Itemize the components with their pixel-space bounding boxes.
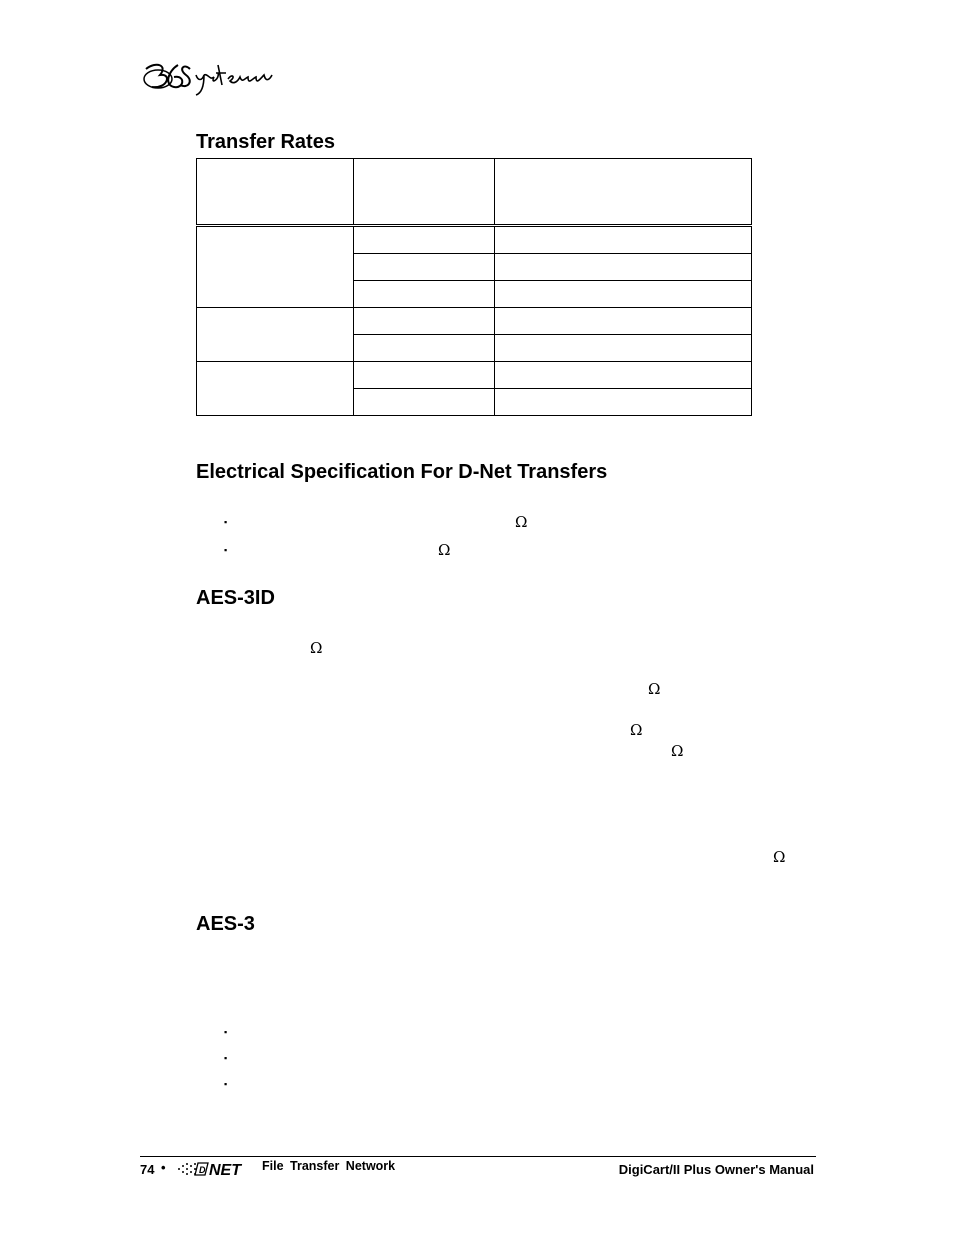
ohm-symbol: Ω	[438, 541, 451, 559]
footer-separator: •	[161, 1160, 166, 1175]
table-cell	[495, 362, 752, 389]
table-cell	[354, 281, 495, 308]
table-row	[197, 226, 752, 254]
table-cell	[354, 226, 495, 254]
table-header-row	[197, 159, 752, 226]
section-title-aes3id: AES-3ID	[196, 587, 275, 609]
bullet-icon: ▪	[224, 517, 228, 527]
table-header-cell	[495, 159, 752, 226]
ohm-symbol: Ω	[773, 848, 786, 866]
table-cell	[495, 281, 752, 308]
table-group-cell	[197, 362, 354, 416]
bullet-icon: ▪	[224, 545, 228, 555]
table-cell	[495, 335, 752, 362]
table-cell	[354, 335, 495, 362]
manual-title: DigiCart/II Plus Owner's Manual	[618, 1162, 814, 1177]
table-cell	[354, 254, 495, 281]
section-title-transfer-rates: Transfer Rates	[196, 131, 335, 153]
footer-divider	[140, 1156, 816, 1157]
svg-text:D: D	[199, 1165, 206, 1175]
table-header-cell	[197, 159, 354, 226]
table-group-cell	[197, 226, 354, 308]
table-cell	[354, 362, 495, 389]
section-title-aes3: AES-3	[196, 913, 255, 935]
product-tagline: File Transfer Network	[262, 1159, 396, 1173]
table-row	[197, 362, 752, 389]
ohm-symbol: Ω	[310, 639, 323, 657]
section-title-electrical: Electrical Specification For D-Net Transfers	[196, 461, 608, 483]
bullet-icon: ▪	[224, 1027, 228, 1037]
svg-text:NET: NET	[209, 1162, 241, 1178]
dnet-logo	[176, 1160, 258, 1178]
table-group-cell	[197, 308, 354, 362]
table-row	[197, 308, 752, 335]
transfer-rates-table	[196, 158, 752, 416]
ohm-symbol: Ω	[671, 742, 684, 760]
table-header-cell	[354, 159, 495, 226]
bullet-icon: ▪	[224, 1053, 228, 1063]
ohm-symbol: Ω	[630, 721, 643, 739]
ohm-symbol: Ω	[515, 513, 528, 531]
table-cell	[495, 389, 752, 416]
page-number: 74	[140, 1162, 155, 1177]
bullet-icon: ▪	[224, 1079, 228, 1089]
table-cell	[495, 226, 752, 254]
table-cell	[354, 389, 495, 416]
table-cell	[495, 308, 752, 335]
ohm-symbol: Ω	[648, 680, 661, 698]
company-logo	[138, 55, 278, 100]
table-cell	[354, 308, 495, 335]
table-cell	[495, 254, 752, 281]
